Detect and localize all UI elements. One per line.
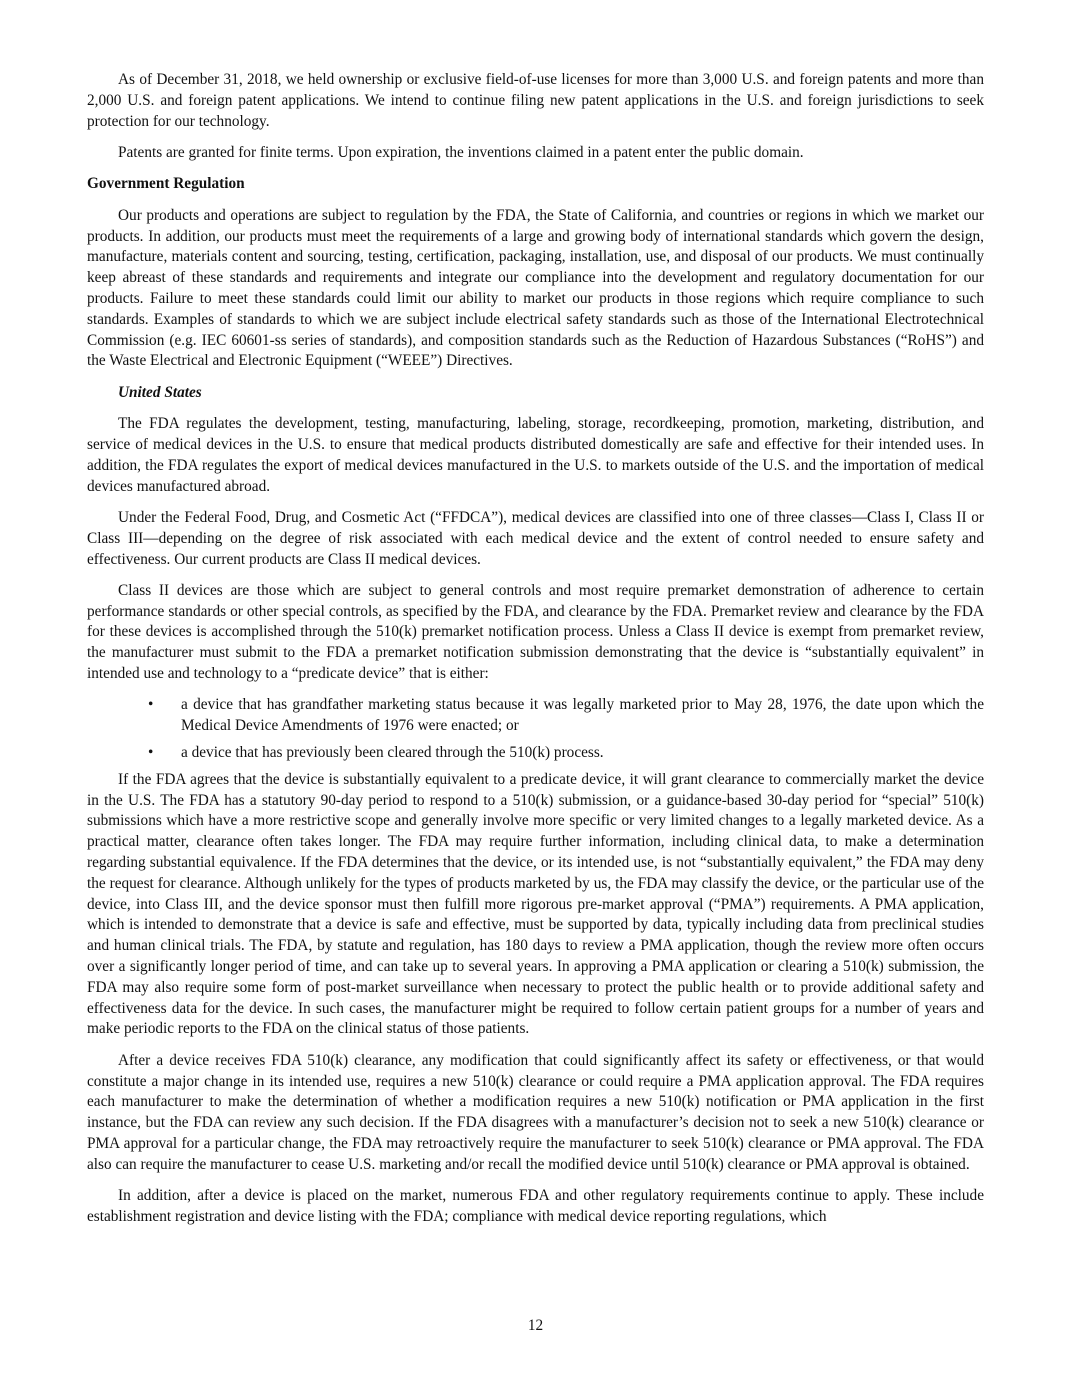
paragraph-patent-terms: Patents are granted for finite terms. Upon expiration, the inventions claimed in a patent enter the public domain. — [118, 143, 804, 161]
list-item — [87, 743, 984, 764]
paragraph-modifications: After a device receives FDA 510(k) clearance, any modification that could significantly affect its safety or effectiveness, or that would constitute a major change in its intended use, requires a new 510(k) clearance or could require a PMA application approval. The FDA requires each manufacturer to make the determination of whether a modification requires a new 510(k) notification or PMA application in the first instance, but the FDA can review any such decision. If the FDA disagrees with a manufacturer’s decision not to seek a new 510(k) clearance or PMA approval for a particular change, the FDA may retroactively require the manufacturer to seek 510(k) clearance or PMA approval. The FDA also can require the manufacturer to cease U.S. marketing and/or recall the modified device until 510(k) clearance or PMA approval is obtained. — [87, 1051, 984, 1173]
paragraph-post-market: In addition, after a device is placed on the market, numerous FDA and other regulatory requirements continue to apply. These include establishment registration and device listing with the FDA; compliance with medical device reporting regulations, which — [87, 1187, 984, 1225]
bullet-icon: • — [148, 696, 154, 714]
paragraph-patents-held: As of December 31, 2018, we held ownership or exclusive field-of-use licenses for more than 3,000 U.S. and foreign patents and more than 2,000 U.S. and foreign patent applications. We intend to continue filing new patent applications in the U.S. and foreign jurisdictions to seek protection for our technology. — [87, 71, 984, 130]
paragraph-substantial-equivalence: If the FDA agrees that the device is substantially equivalent to a predicate device, it will grant clearance to commercially market the device in the U.S. The FDA has a statutory 90-day period to respond to a 510(k) submission, or a guidance-based 30-day period for “special” 510(k) submissions which have a more restrictive scope and generally involve more specific or very limited changes to a legally marketed device. As a practical matter, clearance often takes longer. The FDA may require further information, including clinical data, to make a determination regarding substantial equivalence. If the FDA determines that the device, or its intended use, is not “substantially equivalent,” the FDA may deny the request for clearance. Although unlikely for the types of products marketed by us, the FDA may classify the device, or the particular use of the device, into Class III, and the device sponsor must then fulfill more rigorous pre-market approval (“PMA”) requirements. A PMA application, which is intended to demonstrate that a device is safe and effective, must be supported by data, typically including data from preclinical studies and human clinical trials. The FDA, by statute and regulation, has 180 days to review a PMA application, though the review more often occurs over a significantly longer period of time, and can take up to several years. In approving a PMA application or clearing a 510(k) submission, the FDA may also require some form of post-market surveillance when necessary to protect the public health or to provide additional safety and effectiveness data for the device. In such cases, the manufacturer might be required to follow certain patient groups for a number of years and make periodic reports to the FDA on the clinical status of those patients. — [87, 770, 984, 1038]
list-item-text: a device that has previously been cleared through the 510(k) process. — [181, 744, 604, 762]
page-number: 12 — [527, 1317, 544, 1334]
paragraph-ffdca-classes: Under the Federal Food, Drug, and Cosmetic Act (“FFDCA”), medical devices are classified into one of three classes—Class I, Class II or Class III—depending on the degree of risk associated with each medical device and the extent of control needed to ensure safety and effectiveness. Our current products are Class II medical devices. — [87, 508, 984, 568]
paragraph-class-ii-devices: Class II devices are those which are subject to general controls and most require premarket demonstration of adherence to certain performance standards or other special controls, as specified by the FDA, and clearance by the FDA. Premarket review and clearance by the FDA for these devices is accomplished through the 510(k) premarket notification process. Unless a Class II device is exempt from premarket review, the manufacturer must submit to the FDA a premarket notification submission demonstrating that the device is “substantially equivalent” in intended use and technology to a “predicate device” that is either: — [87, 581, 984, 683]
bullet-icon: • — [148, 744, 154, 762]
paragraph-fda-regulates: The FDA regulates the development, testing, manufacturing, labeling, storage, recordkeeping, promotion, marketing, distribution, and service of medical devices in the U.S. to ensure that medical products distributed domestically are safe and effective for their intended uses. In addition, the FDA regulates the export of medical devices manufactured in the U.S. to markets outside of the U.S. and the importation of medical devices manufactured abroad. — [87, 415, 984, 495]
paragraph-regulation-overview: Our products and operations are subject to regulation by the FDA, the State of California, and countries or regions in which we market our products. In addition, our products must meet the requirements of a large and growing body of international standards which govern the design, manufacture, materials content and sourcing, testing, certification, packaging, installation, use, and disposal of our products. We must continually keep abreast of these standards and requirements and integrate our compliance into the development and regulatory documentation for our products. Failure to meet these standards could limit our ability to market our products in those regions which require compliance to such standards. Examples of standards to which we are subject include electrical safety standards such as those of the International Electrotechnical Commission (e.g. IEC 60601-ss series of standards), and composition standards such as the Reduction of Hazardous Substances (“RoHS”) and the Waste Electrical and Electronic Equipment (“WEEE”) Directives. — [87, 206, 984, 370]
section-heading-government-regulation: Government Regulation — [87, 175, 245, 193]
list-item — [87, 695, 984, 737]
list-item-text: a device that has grandfather marketing status because it was legally marketed prior to May 28, 1976, the date upon which the Medical Device Amendments of 1976 were enacted; or — [181, 696, 984, 735]
predicate-device-list — [87, 695, 984, 763]
subheading-united-states: United States — [118, 383, 202, 401]
